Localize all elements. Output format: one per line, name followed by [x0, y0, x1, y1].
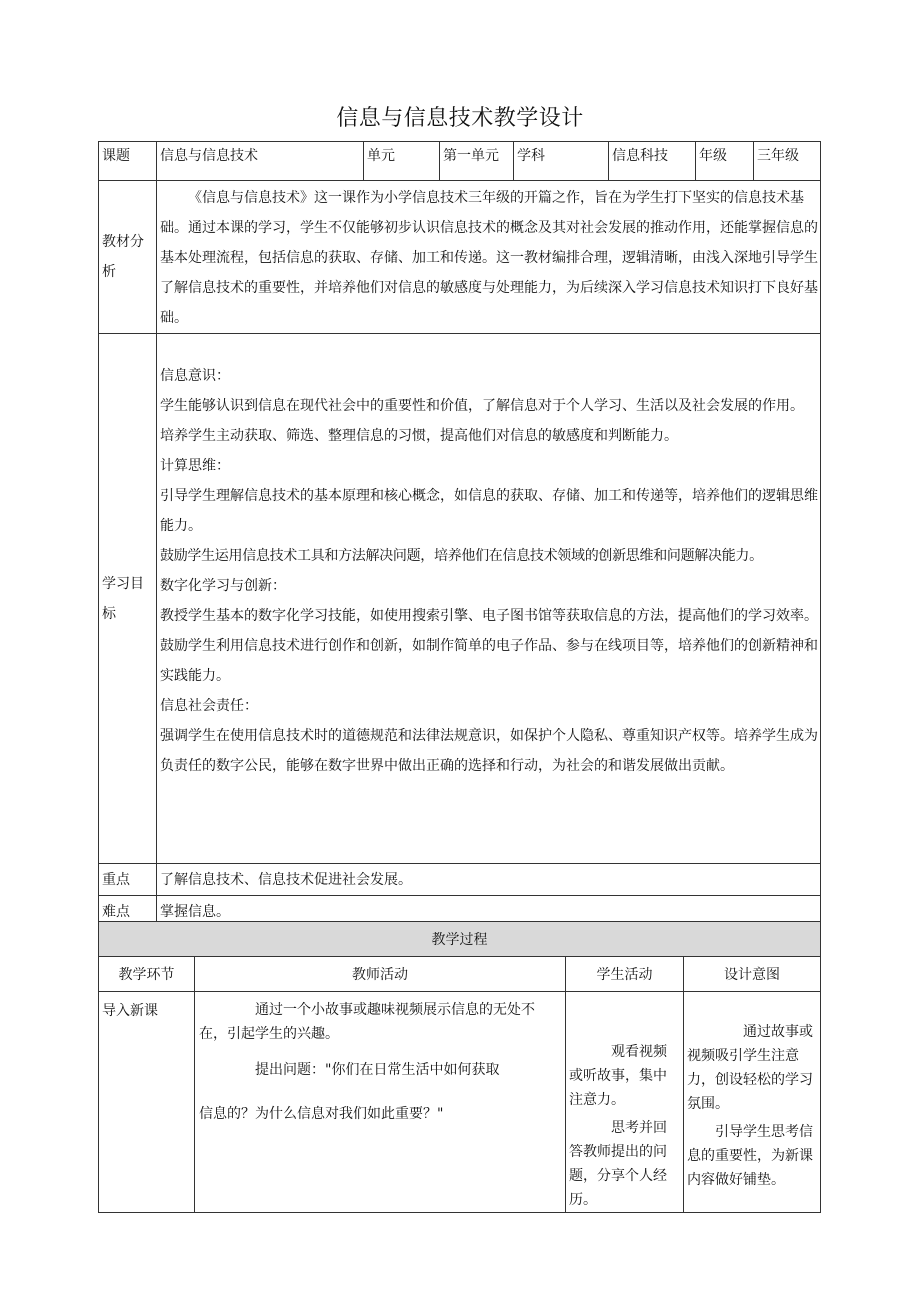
table-row: [99, 992, 821, 1213]
objectives-cell: [157, 334, 821, 864]
teacher-activity-cell: 通过一个小故事或趣味视频展示信息的无处不在，引起学生的兴趣。 提出问题："你们在日常生活中如何获取 信息的？为什么信息对我们如此重要？": [195, 992, 566, 1213]
key-point-label: 重点: [99, 864, 157, 896]
analysis-text-cell: [157, 181, 821, 334]
objective-text: 引导学生理解信息技术的基本原理和核心概念，如信息的获取、存储、加工和传递等，培养他们的逻辑思维能力。: [160, 488, 818, 534]
grade-label: 年级: [696, 142, 754, 181]
teaching-process-table: [98, 921, 821, 1213]
column-header: 学生活动: [566, 957, 684, 992]
lesson-info-table: [98, 141, 821, 928]
difficulty-text: 掌握信息。: [157, 896, 821, 928]
process-title: 教学过程: [99, 922, 821, 957]
objective-text: 培养学生主动获取、筛选、整理信息的习惯，提高他们对信息的敏感度和判断能力。: [160, 428, 678, 444]
objective-text: 鼓励学生利用信息技术进行创作和创新，如制作简单的电子作品、参与在线项目等，培养他们的创新精神和实践能力。: [160, 638, 818, 684]
objective-heading: 信息意识：: [160, 368, 230, 384]
objective-text: 强调学生在使用信息技术时的道德规范和法律法规意识，如保护个人隐私、尊重知识产权等。培养学生成为负责任的数字公民，能够在数字世界中做出正确的选择和行动，为社会的和谐发展做出贡献。: [160, 728, 818, 774]
page-title: 信息与信息技术教学设计: [336, 106, 584, 131]
analysis-label: 教材分 析: [99, 181, 157, 334]
stage-cell: 导入新课: [99, 992, 195, 1213]
objective-heading: 数字化学习与创新：: [160, 578, 286, 594]
column-header: 设计意图: [684, 957, 821, 992]
subject-label: 学科: [514, 142, 609, 181]
unit-label: 单元: [364, 142, 440, 181]
topic-value: 信息与信息技术: [157, 142, 364, 181]
topic-label: 课题: [99, 142, 157, 181]
column-header: 教学环节: [99, 957, 195, 992]
analysis-text: 《信息与信息技术》这一课作为小学信息技术三年级的开篇之作，旨在为学生打下坚实的信息技术基础。通过本课的学习，学生不仅能够初步认识信息技术的概念及其对社会发展的推动作用，还能掌握信息的基本处理流程，包括信息的获取、存储、加工和传递。这一教材编排合理，逻辑清晰，由浅入深地引导学生了解信息技术的重要性，并培养他们对信息的敏感度与处理能力，为后续深入学习信息技术知识打下良好基础。: [160, 190, 818, 326]
grade-value: 三年级: [754, 142, 821, 181]
objective-text: 教授学生基本的数字化学习技能，如使用搜索引擎、电子图书馆等获取信息的方法，提高他们的学习效率。: [160, 608, 818, 624]
student-activity-cell: 观看视频或听故事，集中注意力。 思考并回答教师提出的问题，分享个人经历。: [566, 992, 684, 1213]
objective-text: 学生能够认识到信息在现代社会中的重要性和价值，了解信息对于个人学习、生活以及社会发展的作用。: [160, 398, 804, 414]
objective-text: 鼓励学生运用信息技术工具和方法解决问题，培养他们在信息技术领域的创新思维和问题解决能力。: [160, 548, 763, 564]
objectives-label: 学习目 标: [99, 334, 157, 864]
objective-heading: 计算思维：: [160, 458, 230, 474]
difficulty-label: 难点: [99, 896, 157, 928]
subject-value: 信息科技: [609, 142, 696, 181]
unit-value: 第一单元: [440, 142, 514, 181]
objective-heading: 信息社会责任：: [160, 698, 258, 714]
column-header: 教师活动: [195, 957, 566, 992]
key-point-text: 了解信息技术、信息技术促进社会发展。: [157, 864, 821, 896]
design-intent-cell: 通过故事或视频吸引学生注意力，创设轻松的学习氛围。 引导学生思考信息的重要性，为新课内容做好铺垫。: [684, 992, 821, 1213]
